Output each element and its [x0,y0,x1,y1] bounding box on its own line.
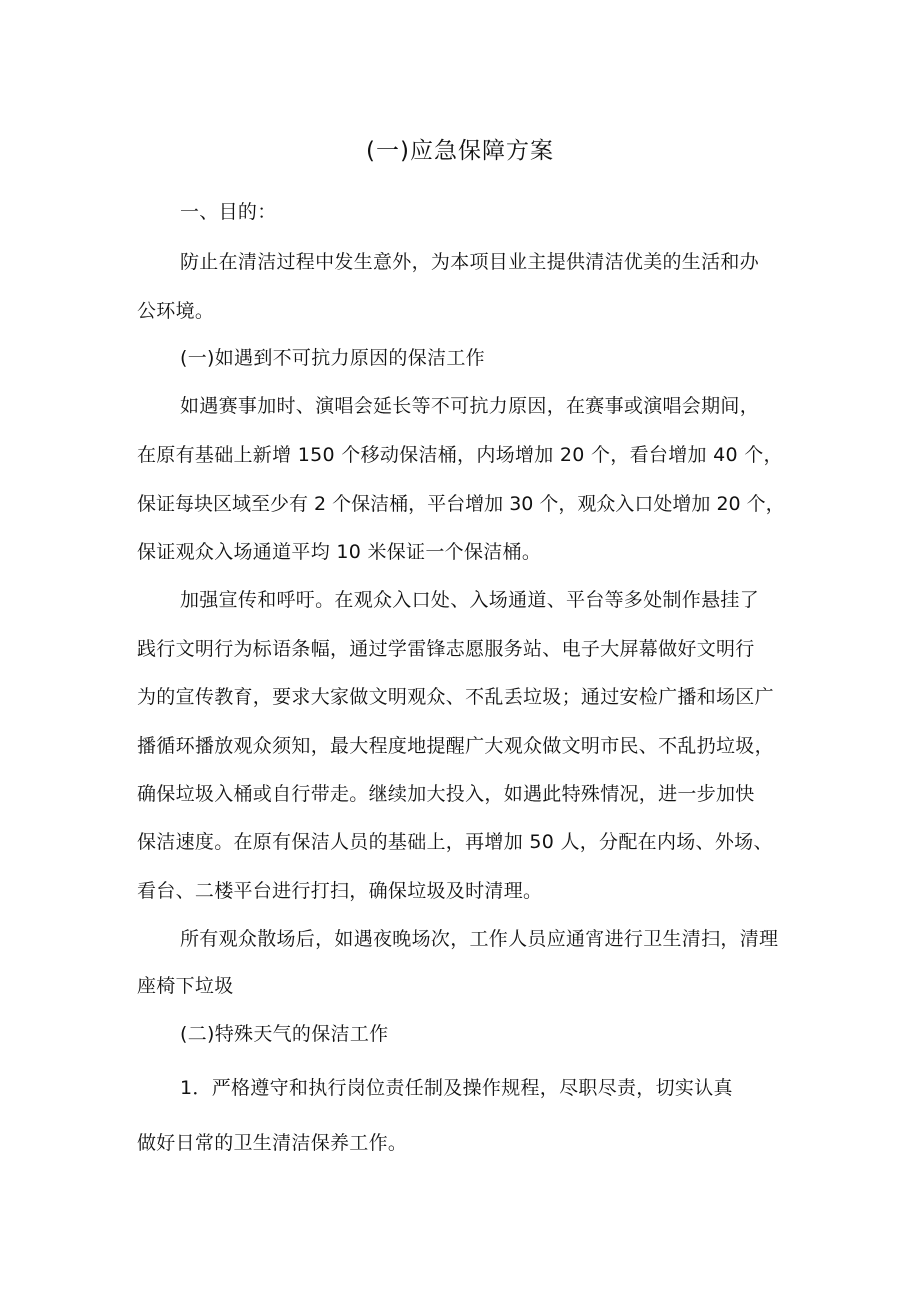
paragraph-line: 公环境。 [137,300,215,322]
paragraph-line: 确保垃圾入桶或自行带走。继续加大投入，如遇此特殊情况，进一步加快 [137,783,755,805]
paragraph-line: 在原有基础上新增 150 个移动保洁桶，内场增加 20 个，看台增加 40 个， [137,444,783,466]
paragraph-line: 所有观众散场后，如遇夜晚场次，工作人员应通宵进行卫生清扫，清理 [180,928,779,950]
list-item-1: 1．严格遵守和执行岗位责任制及操作规程，尽职尽责，切实认真 [180,1077,733,1099]
section-heading-special-weather: (二)特殊天气的保洁工作 [180,1023,389,1045]
paragraph-line: 播循环播放观众须知，最大程度地提醒广大观众做文明市民、不乱扔垃圾， [137,735,774,757]
paragraph-line: 保证观众入场通道平均 10 米保证一个保洁桶。 [137,541,542,563]
paragraph-line: 加强宣传和呼吁。在观众入口处、入场通道、平台等多处制作悬挂了 [180,589,760,611]
paragraph-line: 做好日常的卫生清洁保养工作。 [137,1132,408,1154]
paragraph-line: 保证每块区域至少有 2 个保洁桶，平台增加 30 个，观众入口处增加 20 个， [137,493,785,515]
paragraph-line: 如遇赛事加时、演唱会延长等不可抗力原因，在赛事或演唱会期间， [180,395,760,417]
paragraph-line: 座椅下垃圾 [137,975,234,997]
paragraph-line: 为的宣传教育，要求大家做文明观众、不乱丢垃圾；通过安检广播和场区广 [137,686,774,708]
paragraph-line: 保洁速度。在原有保洁人员的基础上，再增加 50 人，分配在内场、外场、 [137,831,773,853]
paragraph-line: 看台、二楼平台进行打扫，确保垃圾及时清理。 [137,880,543,902]
paragraph-line: 践行文明行为标语条幅，通过学雷锋志愿服务站、电子大屏幕做好文明行 [137,638,755,660]
paragraph-line: 防止在清洁过程中发生意外，为本项目业主提供清洁优美的生活和办 [180,251,760,273]
section-heading-force-majeure: (一)如遇到不可抗力原因的保洁工作 [180,347,485,369]
document-title: (一)应急保障方案 [366,138,554,164]
heading-purpose: 一、目的： [180,201,277,223]
